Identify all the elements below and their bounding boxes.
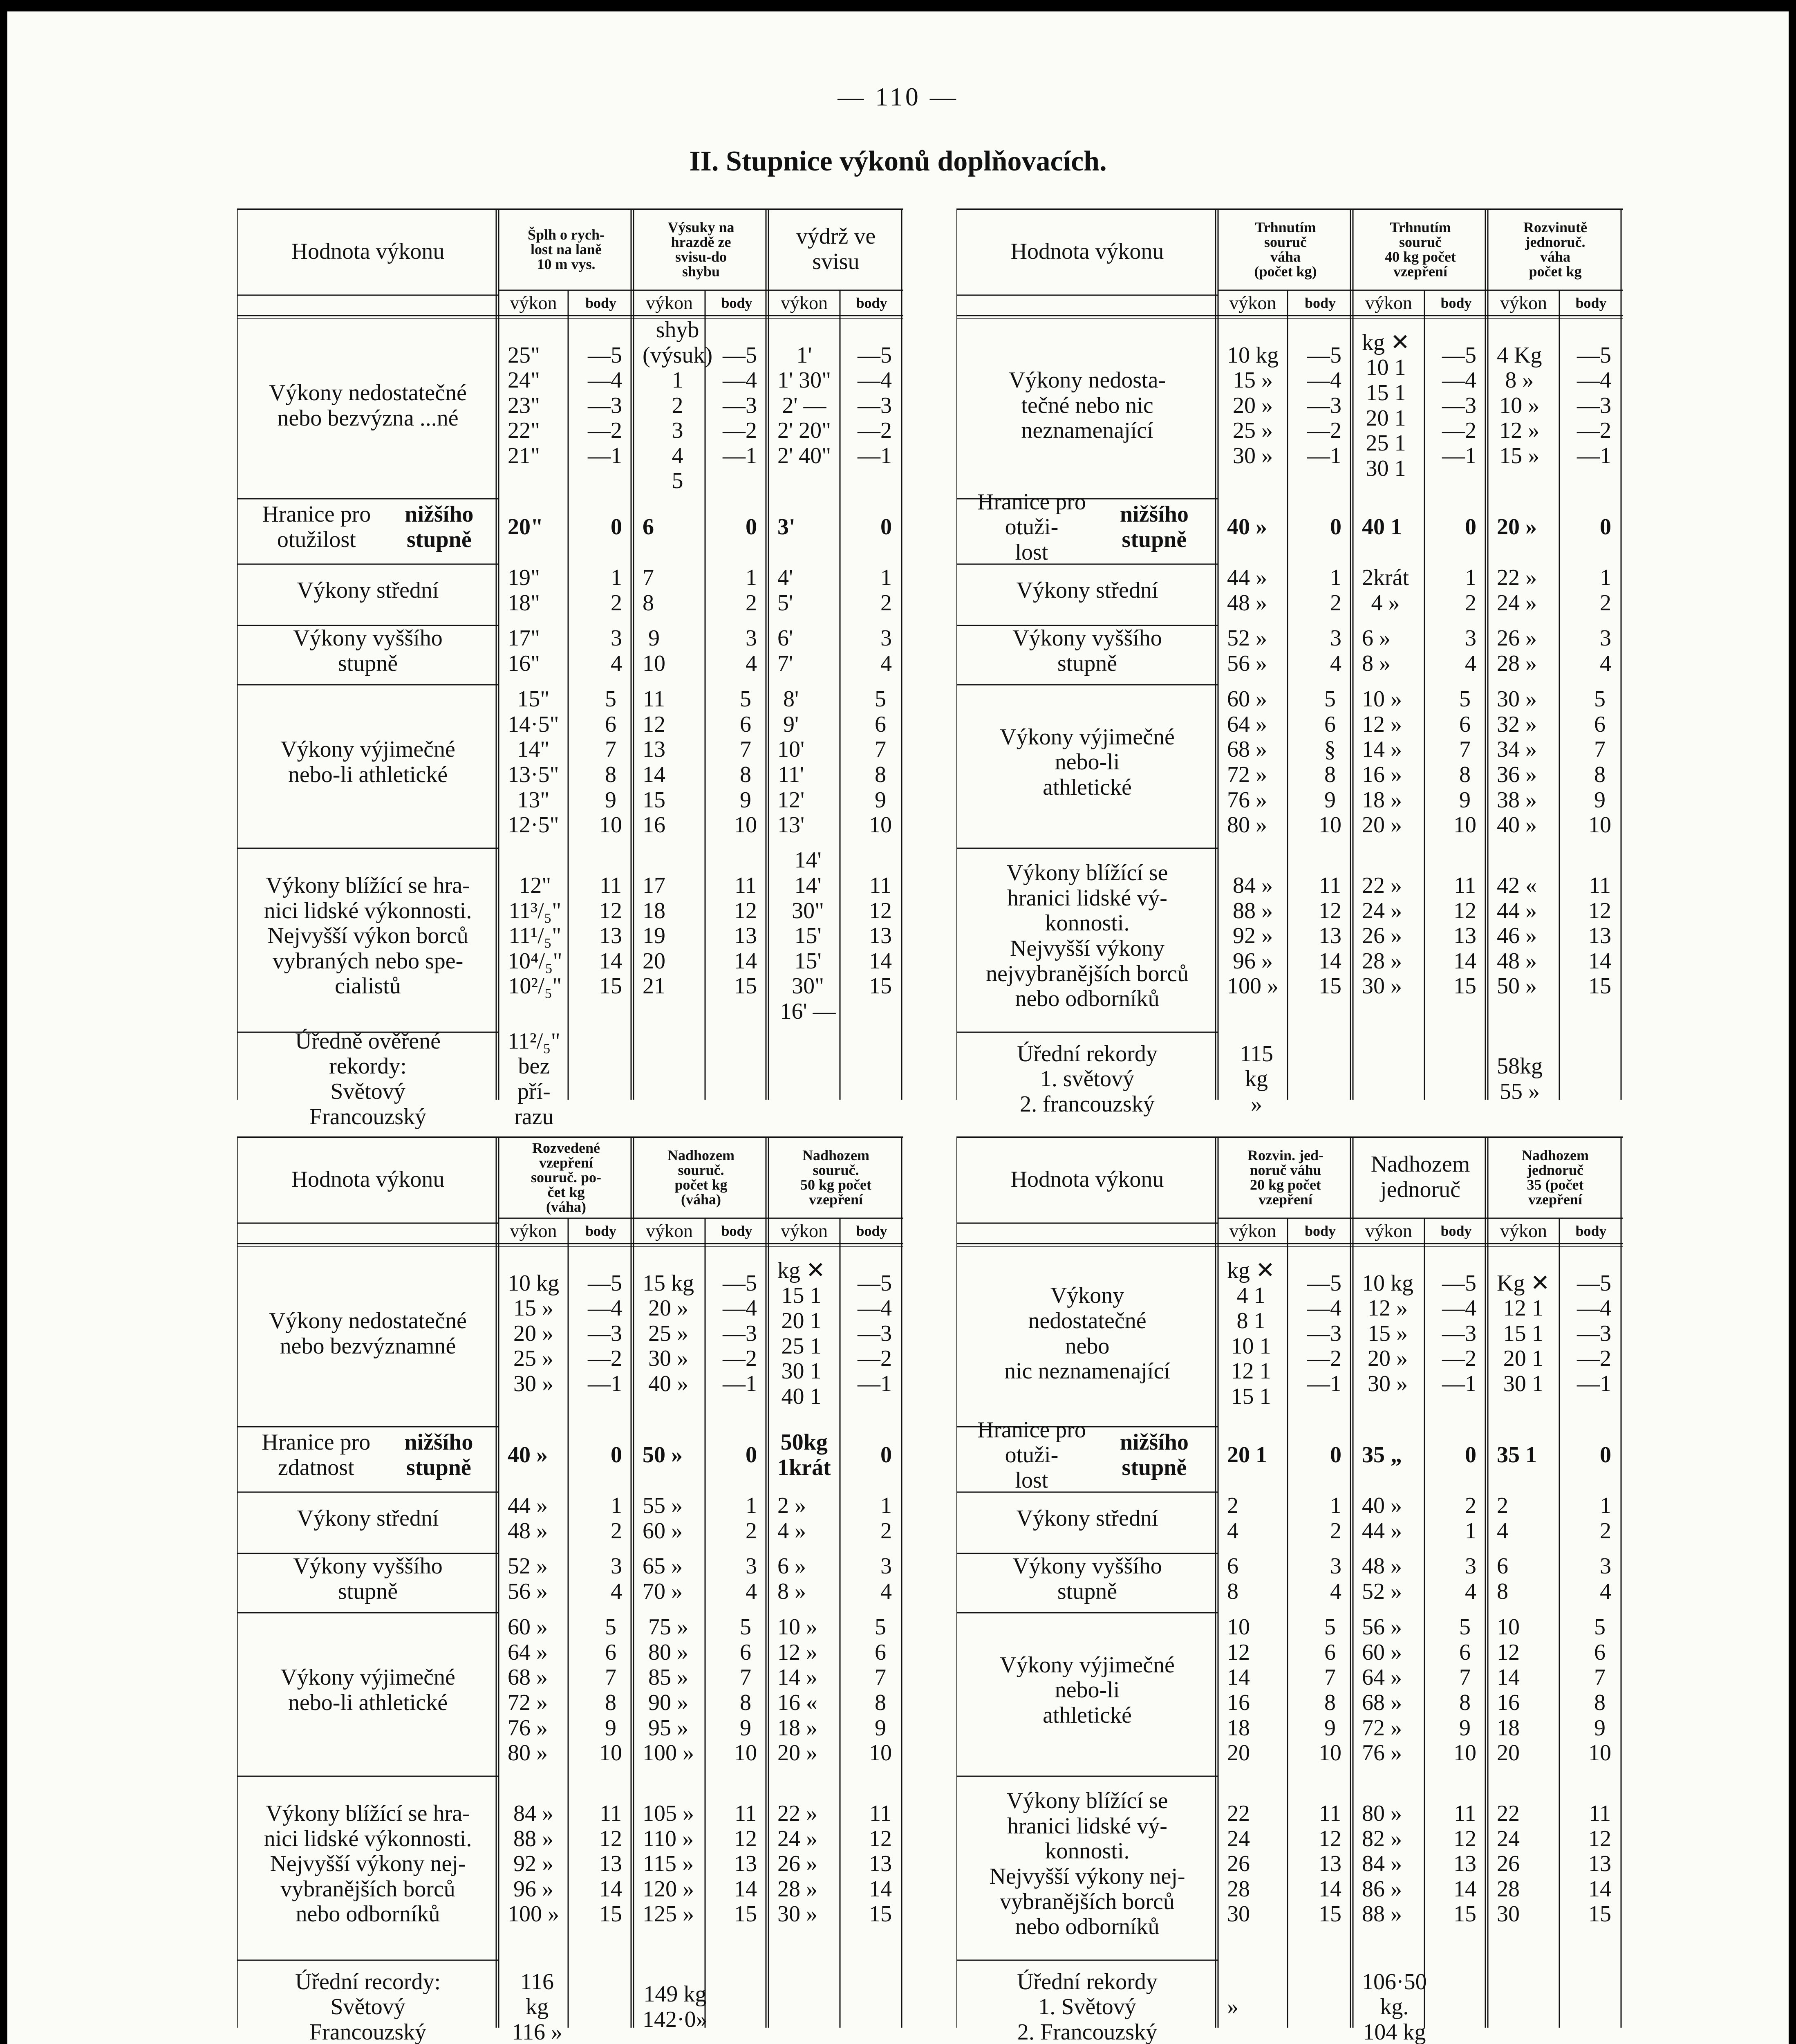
cell-body: [1424, 1028, 1485, 1130]
cell-vykon: 2krát 4 »: [1362, 565, 1409, 616]
cell-vykon: 116 kg 116 »: [512, 1969, 562, 2044]
cell-vykon: 1' 1' 30" 2' — 2' 20" 2' 40": [777, 342, 831, 468]
cell-body: —5 —4 —3 —2 —1: [1307, 1270, 1341, 1396]
cell-vykon: 10 » 12 » 14 » 16 « 18 » 20 »: [777, 1614, 817, 1766]
cell-body: [568, 1956, 631, 2044]
cell-body: 3 4: [1465, 1553, 1476, 1604]
cell-vykon: 22 24 26 28 30: [1227, 1801, 1250, 1927]
column-header: Výsuky na hrazdě ze svisu-do shybu: [667, 219, 735, 280]
cell-vykon: 17" 16": [508, 625, 540, 676]
cell-vykon: 35 „: [1362, 1442, 1402, 1468]
cell-body: [705, 1028, 766, 1130]
column-header: Nadhozem jednoruč 35 (počet vzepření: [1522, 1147, 1589, 1208]
cell-body: —5 —4 —3 —2 —1: [858, 342, 892, 468]
cell-vykon: 20 1: [1227, 1442, 1267, 1468]
row-label: Výkony nedostatečné nebo bezvýznamné: [269, 1308, 467, 1359]
cell-body: 1 2: [746, 1493, 757, 1544]
cell-body: —5 —4 —3 —2 —1: [1442, 1270, 1476, 1396]
cell-body: 11 12 13 14 15: [869, 1801, 892, 1927]
column-header: Nadhozem souruč. 50 kg počet vzepření: [800, 1147, 871, 1208]
cell-vykon: 44 » 48 »: [1227, 565, 1267, 616]
subheader-vykon: výkon: [1229, 292, 1276, 314]
subheader-body: body: [1304, 1222, 1336, 1239]
cell-body: 3 4: [611, 1553, 622, 1604]
cell-vykon: 7 8: [643, 565, 654, 616]
cell-body: [568, 1028, 631, 1130]
row-label: Výkony střední: [297, 578, 439, 603]
row-label: [965, 1417, 1210, 1493]
cell-body: 1 2: [880, 565, 892, 616]
cell-body: 0: [611, 514, 622, 540]
row-label: Výkony blížící se hra- nici lidské výkonnosti. Nejvyšší výkon borců vybraných nebo spe- cialistů: [264, 873, 472, 999]
cell-body: 11 12 13 14 15: [1588, 873, 1611, 999]
cell-body: 11 12 13 14 15: [1453, 1801, 1476, 1927]
row-label: Výkony vyššího stupně: [1012, 625, 1162, 676]
column-header: výdrž ve svisu: [796, 224, 876, 274]
cell-body: 1 2: [746, 565, 757, 616]
cell-body: 0: [746, 514, 757, 540]
cell-vykon: 52 » 56 »: [1227, 625, 1267, 676]
row-label-bold: nižšího stupně: [1120, 1430, 1189, 1480]
subheader-body: body: [1440, 1222, 1472, 1239]
cell-body: 5 6 7 8 9 10: [599, 686, 622, 838]
cell-body: 0: [1465, 1442, 1476, 1468]
row-label: Výkony blížící se hra- nici lidské výkonnosti. Nejvyšší výkony nej- vybranějších borců nebo odborníků: [264, 1801, 472, 1927]
cell-vykon: 35 1: [1497, 1442, 1537, 1468]
header-hodnota-vykonu: Hodnota výkonu: [291, 1167, 445, 1192]
cell-body: 11 12 13 14 15: [1319, 873, 1341, 999]
subheader-vykon: výkon: [1500, 292, 1547, 314]
cell-body: [840, 1956, 901, 2044]
cell-body: 5 6 7 8 9 10: [599, 1614, 622, 1766]
cell-vykon: 6: [643, 514, 654, 540]
row-label: Výkony blížící se hranici lidské vý- konnosti. Nejvyšší výkony nejvybranějších borců nebo odborníků: [985, 860, 1189, 1012]
table-bottom-left: [237, 1136, 903, 2044]
cell-vykon: 56 » 60 » 64 » 68 » 72 » 76 »: [1362, 1614, 1402, 1766]
page-number: — 110 —: [838, 82, 958, 111]
cell-vykon: [635, 1028, 703, 1130]
row-label: Výkony střední: [1016, 1506, 1158, 1531]
cell-body: —5 —4 —3 —2 —1: [723, 342, 757, 468]
row-label: Výkony blížící se hranici lidské vý- konnosti. Nejvyšší výkony nej- vybranějších borců nebo odborníků: [989, 1788, 1185, 1940]
cell-body: 5 6 7 8 9 10: [1319, 1614, 1341, 1766]
page-title: II. Stupnice výkonů doplňovacích.: [689, 146, 1107, 177]
cell-body: 1 2: [1600, 1493, 1611, 1544]
cell-vykon: 30 » 32 » 34 » 36 » 38 » 40 »: [1497, 686, 1537, 838]
cell-vykon: 40 »: [508, 1442, 548, 1468]
cell-body: 11 12 13 14 15: [599, 873, 622, 999]
row-label: Výkony výjimečné nebo-li athletické: [280, 737, 455, 787]
cell-vykon: 14' 14' 30" 15' 15' 30" 16' —: [780, 847, 836, 1024]
cell-body: —5 —4 —3 —2 —1: [858, 1270, 892, 1396]
cell-body: 11 12 13 14 15: [1319, 1801, 1341, 1927]
subheader-vykon: výkon: [1365, 1220, 1412, 1242]
cell-body: 11 12 13 14 15: [1453, 873, 1476, 999]
cell-body: 0: [1600, 514, 1611, 540]
cell-body: 5 6 7 8 9 10: [1453, 686, 1476, 838]
subheader-vykon: výkon: [510, 1220, 557, 1242]
subheader-body: body: [856, 294, 887, 311]
subheader-vykon: výkon: [1365, 292, 1412, 314]
row-label: Výkony vyššího stupně: [293, 1553, 443, 1604]
cell-vykon: 9 10: [643, 625, 665, 676]
cell-body: 11 12 13 14 15: [734, 873, 757, 999]
cell-body: [1559, 1028, 1620, 1130]
cell-vykon: 22 24 26 28 30: [1497, 1801, 1520, 1927]
subheader-body: body: [856, 1222, 887, 1239]
subheader-vykon: výkon: [781, 292, 828, 314]
cell-vykon: kg ✕ 15 1 20 1 25 1 30 1 40 1: [777, 1257, 825, 1409]
cell-body: 1 2: [1330, 1493, 1341, 1544]
header-hodnota-vykonu: Hodnota výkonu: [291, 239, 445, 264]
row-label: Výkony střední: [1016, 578, 1158, 603]
table-top-left: [237, 208, 903, 1130]
row-label: Úředně ověřené rekordy: Světový Francouzský: [295, 1028, 441, 1130]
cell-vykon: »: [1227, 1994, 1238, 2020]
cell-vykon: 8' 9' 10' 11' 12' 13': [777, 686, 805, 838]
cell-vykon: 11 12 13 14 15 16: [643, 686, 665, 838]
cell-vykon: 84 » 88 » 92 » 96 » 100 »: [1227, 873, 1279, 999]
row-label: Výkony výjimečné nebo-li athletické: [280, 1665, 455, 1715]
row-label-bold: nižšího stupně: [405, 502, 474, 552]
row-label-bold: nižšího stupně: [404, 1430, 473, 1480]
cell-body: 0: [611, 1442, 622, 1468]
cell-vykon: 10 kg 12 » 15 » 20 » 30 »: [1362, 1270, 1413, 1396]
cell-vykon: Kg ✕ 12 1 15 1 20 1 30 1: [1497, 1270, 1550, 1396]
cell-body: [1424, 1956, 1485, 2044]
cell-body: 11 12 13 14 15: [734, 1801, 757, 1927]
row-label: Výkony vyššího stupně: [1012, 1553, 1162, 1604]
cell-body: —5 —4 —3 —2 —1: [723, 1270, 757, 1396]
subheader-body: body: [585, 1222, 617, 1239]
cell-body: 0: [880, 514, 892, 540]
cell-vykon: 11²/₅" bez pří- razu: [508, 1028, 560, 1130]
cell-vykon: 15" 14·5" 14" 13·5" 13" 12·5": [508, 686, 559, 838]
column-header: Šplh o rych- lost na laně 10 m vys.: [527, 226, 605, 272]
cell-body: 0: [1600, 1442, 1611, 1468]
row-label: Výkony výjimečné nebo-li athletické: [1000, 1652, 1175, 1728]
cell-vykon: 6 » 8 »: [777, 1553, 806, 1604]
cell-vykon: 2 4: [1227, 1493, 1238, 1544]
cell-body: —5 —4 —3 —2 —1: [588, 342, 622, 468]
cell-vykon: 10 kg 15 » 20 » 25 » 30 »: [1227, 342, 1279, 468]
row-label-text: Hranice pro otužilost: [262, 502, 371, 552]
cell-body: 3 4: [880, 1553, 892, 1604]
cell-body: [840, 1028, 901, 1130]
cell-body: —5 —4 —3 —2 —1: [588, 1270, 622, 1396]
cell-body: [1288, 1028, 1350, 1130]
cell-body: 5 6 7 8 9 10: [1588, 1614, 1611, 1766]
cell-body: 0: [1330, 1442, 1341, 1468]
cell-vykon: 60 » 64 » 68 » 72 » 76 » 80 »: [1227, 686, 1267, 838]
subheader-body: body: [721, 294, 752, 311]
column-header: Rozvinutě jednoruč. váha počet kg: [1523, 219, 1587, 280]
cell-vykon: 10 » 12 » 14 » 16 » 18 » 20 »: [1362, 686, 1402, 838]
cell-body: —5 —4 —3 —2 —1: [1307, 342, 1341, 468]
cell-vykon: [770, 1956, 838, 2044]
cell-vykon: [1489, 1956, 1558, 2044]
cell-body: [1559, 1956, 1620, 2044]
cell-vykon: 2 4: [1497, 1493, 1508, 1544]
cell-body: 3 4: [1465, 625, 1476, 676]
cell-vykon: 106·50 kg. 104 kg: [1362, 1969, 1427, 2044]
cell-vykon: 80 » 82 » 84 » 86 » 88 »: [1362, 1801, 1402, 1927]
cell-body: 3 4: [611, 625, 622, 676]
cell-body: 1 2: [1465, 565, 1476, 616]
cell-body: 3 4: [1330, 1553, 1341, 1604]
column-header: Nadhozem souruč. počet kg (váha): [667, 1147, 735, 1208]
cell-body: 5 6 7 8 9 10: [1588, 686, 1611, 838]
cell-vykon: 75 » 80 » 85 » 90 » 95 » 100 »: [643, 1614, 694, 1766]
cell-vykon: 58kg 55 »: [1497, 1053, 1543, 1104]
row-label: Výkony nedosta- tečné nebo nic neznamenající: [1008, 368, 1166, 444]
cell-vykon: 149 kg 142·0»: [643, 1981, 708, 2032]
cell-vykon: 4 Kg 8 » 10 » 12 » 15 »: [1497, 342, 1542, 468]
cell-vykon: 15 kg 20 » 25 » 30 » 40 »: [643, 1270, 694, 1396]
cell-vykon: 40 1: [1362, 514, 1402, 540]
cell-vykon: 19" 18": [508, 565, 540, 616]
cell-vykon: 48 » 52 »: [1362, 1553, 1402, 1604]
subheader-vykon: výkon: [1229, 1220, 1276, 1242]
cell-body: 0: [880, 1442, 892, 1468]
cell-vykon: 55 » 60 »: [643, 1493, 683, 1544]
cell-body: 5 6 7 8 9 10: [734, 1614, 757, 1766]
cell-body: —5 —4 —3 —2 —1: [1577, 1270, 1611, 1396]
cell-vykon: 4' 5': [777, 565, 793, 616]
cell-vykon: 52 » 56 »: [508, 1553, 548, 1604]
row-label-bold: nižšího stupně: [1120, 502, 1189, 552]
row-label: Výkony nedostatečné nebo nic neznamenající: [1004, 1283, 1170, 1384]
cell-vykon: 42 « 44 » 46 » 48 » 50 »: [1497, 873, 1537, 999]
cell-vykon: 50kg 1krát: [777, 1430, 831, 1480]
row-label: Výkony nedostatečné nebo bezvýzna ...né: [269, 380, 467, 431]
cell-vykon: kg ✕ 10 1 15 1 20 1 25 1 30 1: [1362, 329, 1410, 481]
cell-vykon: 22 » 24 » 26 » 28 » 30 »: [1362, 873, 1402, 999]
cell-vykon: 6' 7': [777, 625, 793, 676]
column-header: Trhnutím souruč váha (počet kg): [1254, 219, 1317, 280]
cell-body: 5 6 7 8 9 10: [1453, 1614, 1476, 1766]
cell-body: 0: [746, 1442, 757, 1468]
row-label: [245, 1423, 490, 1488]
cell-vykon: 6 8: [1497, 1553, 1508, 1604]
cell-body: 3 4: [746, 1553, 757, 1604]
cell-body: [705, 1956, 766, 2044]
cell-vykon: 20 »: [1497, 514, 1537, 540]
row-label-text: Hranice pro zdatnost: [262, 1430, 371, 1480]
cell-body: 0: [1330, 514, 1341, 540]
cell-body: 3 4: [1600, 1553, 1611, 1604]
row-label-text: Hranice pro otuži- lost: [977, 1417, 1086, 1493]
row-label: Úřední rekordy 1. světový 2. francouzský: [1017, 1041, 1158, 1117]
cell-vykon: 3': [777, 514, 795, 540]
subheader-body: body: [1575, 294, 1607, 311]
cell-body: 5 6 7 8 9 10: [734, 686, 757, 838]
column-header: Rozvin. jed- noruč váhu 20 kg počet vzepření: [1247, 1147, 1323, 1208]
cell-body: 11 12 13 14 15: [1588, 1801, 1611, 1927]
cell-body: 1 2: [880, 1493, 892, 1544]
cell-vykon: 12" 11³/₅" 11¹/₅" 10⁴/₅" 10²/₅": [508, 873, 562, 999]
row-label: Výkony výjimečné nebo-li athletické: [1000, 724, 1175, 800]
subheader-vykon: výkon: [781, 1220, 828, 1242]
column-header: Rozvedené vzepření souruč. po- čet kg (váha): [531, 1140, 602, 1215]
cell-vykon: 10 12 14 16 18 20: [1497, 1614, 1520, 1766]
cell-vykon: shyb (výsuk) 1 2 3 4 5: [643, 317, 713, 494]
cell-vykon: 44 » 48 »: [508, 1493, 548, 1544]
cell-vykon: 10 kg 15 » 20 » 25 » 30 »: [508, 1270, 559, 1396]
cell-body: 1 2: [611, 565, 622, 616]
cell-body: 3 4: [880, 625, 892, 676]
cell-body: 5 6 7 8 9 10: [869, 1614, 892, 1766]
subheader-body: body: [585, 294, 617, 311]
subheader-body: body: [721, 1222, 752, 1239]
cell-body: 1 2: [1600, 565, 1611, 616]
row-label: Úřední rekordy 1. Světový 2. Francouzský: [1017, 1969, 1158, 2044]
cell-vykon: 60 » 64 » 68 » 72 » 76 » 80 »: [508, 1614, 548, 1766]
cell-body: —5 —4 —3 —2 —1: [1577, 342, 1611, 468]
cell-vykon: [770, 1028, 838, 1130]
cell-vykon: 2 » 4 »: [777, 1493, 806, 1544]
subheader-vykon: výkon: [510, 292, 557, 314]
row-label: Výkony vyššího stupně: [293, 625, 443, 676]
row-label: [245, 495, 490, 560]
cell-vykon: 26 » 28 »: [1497, 625, 1537, 676]
row-label-text: Hranice pro otuži- lost: [977, 489, 1086, 565]
column-header: Trhnutím souruč 40 kg počet vzepření: [1385, 219, 1456, 280]
cell-body: 11 12 13 14 15: [599, 1801, 622, 1927]
cell-vykon: 6 » 8 »: [1362, 625, 1391, 676]
cell-body: 5 6 § 8 9 10: [1319, 686, 1341, 838]
subheader-body: body: [1575, 1222, 1607, 1239]
subheader-vykon: výkon: [1500, 1220, 1547, 1242]
cell-vykon: 105 » 110 » 115 » 120 » 125 »: [643, 1801, 694, 1927]
cell-vykon: 25" 24" 23" 22" 21": [508, 342, 540, 468]
row-label: [965, 489, 1210, 565]
cell-body: 11 12 13 14 15: [869, 873, 892, 999]
subheader-body: body: [1440, 294, 1472, 311]
subheader-body: body: [1304, 294, 1336, 311]
cell-vykon: [1355, 1028, 1423, 1130]
cell-body: 0: [1465, 514, 1476, 540]
cell-vykon: 17 18 19 20 21: [643, 873, 665, 999]
cell-body: 3 4: [1600, 625, 1611, 676]
table-bottom-right: [956, 1136, 1623, 2044]
header-hodnota-vykonu: Hodnota výkonu: [1010, 239, 1164, 264]
cell-body: 3 4: [746, 625, 757, 676]
cell-vykon: 20": [508, 514, 544, 540]
cell-vykon: 40 » 44 »: [1362, 1493, 1402, 1544]
cell-vykon: 115 kg »: [1240, 1041, 1273, 1117]
cell-body: 3 4: [1330, 625, 1341, 676]
cell-body: 1 2: [1330, 565, 1341, 616]
cell-body: 1 2: [611, 1493, 622, 1544]
header-hodnota-vykonu: Hodnota výkonu: [1010, 1167, 1164, 1192]
cell-body: 5 6 7 8 9 10: [869, 686, 892, 838]
cell-body: 2 1: [1465, 1493, 1476, 1544]
subheader-vykon: výkon: [646, 1220, 693, 1242]
cell-vykon: 50 »: [643, 1442, 683, 1468]
subheader-vykon: výkon: [646, 292, 693, 314]
cell-vykon: 65 » 70 »: [643, 1553, 683, 1604]
table-top-right: [956, 208, 1623, 1117]
row-label: Úřední recordy: Světový Francouzský: [295, 1969, 441, 2044]
cell-vykon: 40 »: [1227, 514, 1267, 540]
row-label: Výkony střední: [297, 1506, 439, 1531]
cell-vykon: 22 » 24 » 26 » 28 » 30 »: [777, 1801, 817, 1927]
cell-vykon: 84 » 88 » 92 » 96 » 100 »: [508, 1801, 559, 1927]
cell-body: —5 —4 —3 —2 —1: [1442, 342, 1476, 468]
cell-vykon: 10 12 14 16 18 20: [1227, 1614, 1250, 1766]
cell-vykon: kg ✕ 4 1 8 1 10 1 12 1 15 1: [1227, 1257, 1275, 1409]
cell-body: [1288, 1956, 1350, 2044]
cell-vykon: 22 » 24 »: [1497, 565, 1537, 616]
cell-vykon: 6 8: [1227, 1553, 1238, 1604]
column-header: Nadhozem jednoruč: [1371, 1152, 1470, 1202]
